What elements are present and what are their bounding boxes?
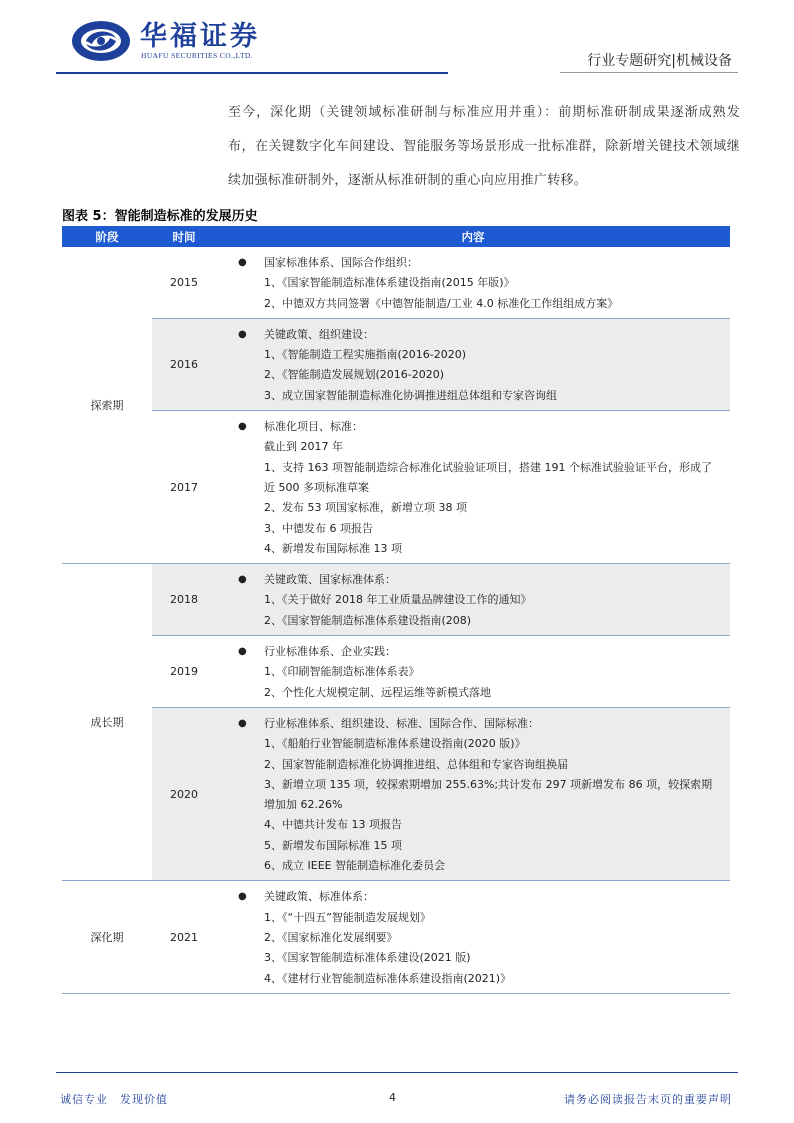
page-number: 4 — [389, 1091, 396, 1104]
content-item: 4、新增发布国际标准 13 项 — [264, 541, 402, 555]
content-item: 2、国家智能制造标准化协调推进组、总体组和专家咨询组换届 — [264, 757, 568, 771]
content-heading: 国家标准体系、国际合作组织： — [264, 256, 418, 269]
content-item: 1、《国家智能制造标准体系建设指南(2015 年版)》 — [264, 276, 515, 290]
bullet-icon: ● — [238, 646, 247, 658]
content-item: 3、《国家智能制造标准体系建设(2021 版) — [264, 951, 471, 965]
year-cell: 2019 — [152, 636, 216, 708]
header-divider — [56, 72, 448, 74]
content-item: 1、支持 163 项智能制造综合标准化试验验证项目，搭建 191 个标准试验验证平台，形成了近 500 多项标准草案 — [264, 460, 712, 494]
table-row — [62, 707, 730, 880]
content-heading: 标准化项目、标准： — [264, 420, 363, 434]
content-item: 5、新增发布国际标准 15 项 — [264, 838, 402, 852]
year-cell: 2018 — [152, 564, 216, 636]
huafu-logo-icon — [70, 18, 132, 64]
bullet-icon: ● — [238, 891, 247, 903]
content-heading: 关键政策、标准体系： — [264, 890, 374, 904]
table-header-row — [62, 226, 730, 247]
table-row — [62, 318, 730, 410]
content-item: 1、《印刷智能制造标准体系表》 — [264, 665, 420, 679]
content-item: 3、成立国家智能制造标准化协调推进组总体组和专家咨询组 — [264, 388, 557, 402]
content-cell — [216, 318, 730, 410]
year-cell: 2016 — [152, 318, 216, 410]
content-item: 2、《国家智能制造标准体系建设指南(208) — [264, 613, 472, 627]
content-cell — [216, 411, 730, 564]
content-item: 1、《船舶行业智能制造标准体系建设指南(2020 版)》 — [264, 737, 526, 751]
stage-cell: 探索期 — [62, 247, 152, 564]
content-item: 2、《国家标准化发展纲要》 — [264, 930, 398, 944]
content-cell — [216, 636, 730, 708]
page-header — [0, 0, 794, 80]
content-item: 2、中德双方共同签署《中德智能制造/工业 4.0 标准化工作组组成方案》 — [264, 296, 619, 310]
content-cell — [216, 707, 730, 880]
year-cell: 2020 — [152, 707, 216, 880]
footer-slogan: 诚信专业 发现价值 — [60, 1093, 168, 1106]
content-heading: 关键政策、组织建设： — [264, 327, 374, 341]
content-item: 2、发布 53 项国家标准，新增立项 38 项 — [264, 501, 467, 515]
table-row — [62, 411, 730, 564]
content-cell — [216, 564, 730, 636]
year-cell: 2017 — [152, 411, 216, 564]
content-item: 3、新增立项 135 项，较探索期增加 255.63%;共计发布 297 项新增发布 86 项，较探索期增加加 62.26% — [264, 777, 713, 812]
content-cell — [216, 881, 730, 993]
standards-history-table — [62, 226, 730, 994]
content-cell — [216, 247, 730, 318]
bullet-icon: ● — [238, 328, 247, 340]
table-row — [62, 881, 730, 993]
bullet-icon: ● — [238, 421, 247, 433]
report-category: 行业专题研究|机械设备 — [587, 53, 732, 69]
table-row — [62, 636, 730, 708]
intro-paragraph: 至今，深化期（关键领域标准研制与标准应用并重）：前期标准研制成果逐渐成熟发布，在关键数字化车间建设、智能服务等场景形成一批标准群，除新增关键技术领域继续加强标准研制外，逐渐从标准研制的重心向应用推广转移。 — [228, 105, 740, 188]
content-heading: 关键政策、国家标准体系： — [264, 573, 396, 587]
stage-cell: 深化期 — [62, 881, 152, 993]
footer-divider — [56, 1072, 738, 1073]
bullet-icon: ● — [238, 257, 247, 268]
content-item: 6、成立 IEEE 智能制造标准化委员会 — [264, 859, 446, 873]
content-item: 2、《智能制造发展规划(2016-2020) — [264, 368, 445, 382]
content-item: 2、个性化大规模定制、远程运维等新模式落地 — [264, 685, 491, 699]
column-header-content: 内容 — [216, 226, 730, 247]
year-cell: 2015 — [170, 275, 198, 289]
content-heading: 行业标准体系、企业实践： — [264, 645, 396, 659]
logo-text-cn: 华福证券 — [140, 21, 260, 52]
table-row — [62, 564, 730, 636]
content-item: 1、《智能制造工程实施指南(2016-2020) — [264, 348, 467, 362]
content-item: 4、中德共计发布 13 项报告 — [264, 818, 402, 832]
content-item: 1、《关于做好 2018 年工业质量品牌建设工作的通知》 — [264, 593, 532, 607]
bullet-icon: ● — [238, 717, 247, 729]
logo-text-en: HUAFU SECURITIES CO.,LTD. — [141, 51, 254, 60]
footer-disclaimer: 请务必阅读报告末页的重要声明 — [564, 1093, 732, 1106]
content-item: 1、《“十四五”智能制造发展规划》 — [264, 910, 431, 924]
stage-cell: 成长期 — [62, 564, 152, 881]
column-header-stage: 阶段 — [62, 226, 152, 247]
column-header-year: 时间 — [152, 226, 216, 247]
content-item: 3、中德发布 6 项报告 — [264, 521, 373, 535]
year-cell: 2021 — [152, 881, 216, 993]
header-divider-right — [560, 72, 738, 73]
content-item: 截止到 2017 年 — [264, 440, 343, 454]
content-heading: 行业标准体系、组织建设、标准、国际合作、国际标准： — [264, 716, 539, 730]
bullet-icon: ● — [238, 574, 247, 586]
content-item: 4、《建材行业智能制造标准体系建设指南(2021)》 — [264, 971, 512, 985]
figure-title: 图表 5：智能制造标准的发展历史 — [62, 209, 258, 224]
table-row — [62, 247, 730, 318]
